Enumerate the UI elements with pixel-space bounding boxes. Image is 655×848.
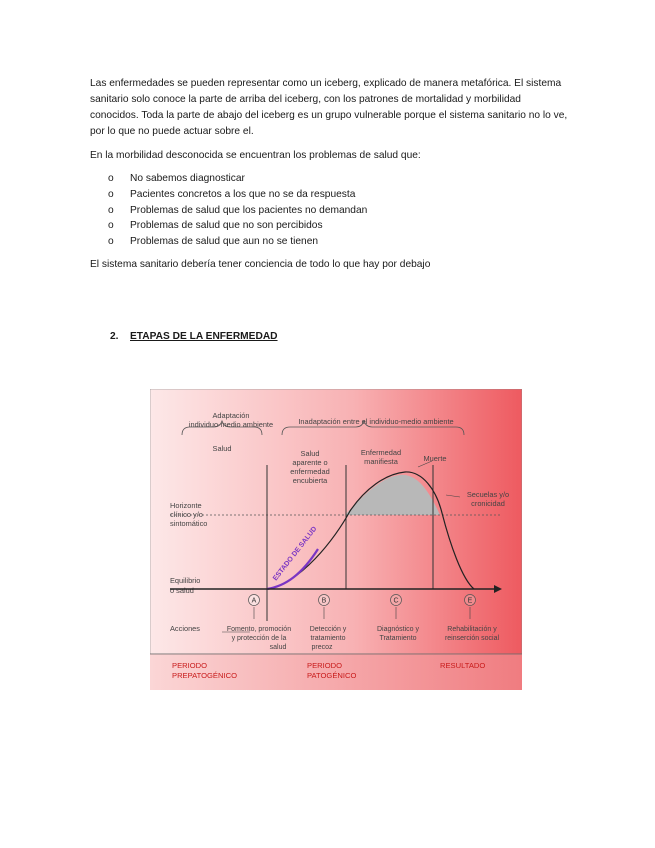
svg-text:C: C [393, 597, 399, 605]
svg-text:manifiesta: manifiesta [364, 457, 398, 466]
period-prepathogenic: PERIODO [172, 661, 208, 670]
section-heading [110, 331, 278, 342]
svg-text:o salud: o salud [170, 586, 194, 595]
sequelae-label: Secuelas y/o [466, 490, 510, 499]
svg-text:sintomático: sintomático [170, 519, 208, 528]
action-rehabilitation: Rehabilitación y [447, 626, 497, 633]
apparent-health-label: Salud [300, 449, 320, 458]
svg-text:reinserción social: reinserción social [444, 635, 500, 642]
action-promotion: Fomento, promoción [226, 626, 292, 633]
list-item: o Problemas de salud que aun no se tienen [108, 234, 367, 250]
health-state-label: ESTADO DE SALUD [272, 525, 319, 583]
adaptation-label-2: individuo-medio ambiente [188, 420, 274, 429]
morbidity-paragraph: En la morbilidad desconocida se encuentran los problemas de salud que: [90, 150, 421, 161]
list-item: o Problemas de salud que no son percibidos [108, 218, 367, 234]
svg-text:B: B [321, 597, 327, 605]
svg-text:encubierta: encubierta [292, 476, 328, 485]
action-diagnosis: Diagnóstico y [376, 626, 420, 633]
actions-label: Acciones [170, 624, 200, 633]
period-pathogenic: PERIODO [307, 661, 343, 670]
salud-label: Salud [212, 444, 232, 453]
bullet-marker: o [108, 236, 114, 248]
svg-text:PREPATOGÉNICO: PREPATOGÉNICO [172, 671, 237, 680]
list-item: o Pacientes concretos a los que no se da respuesta [108, 187, 367, 203]
bullet-marker: o [108, 188, 114, 200]
bullet-marker: o [108, 204, 114, 216]
list-item: o No sabemos diagnosticar [108, 171, 367, 187]
manifest-disease-label: Enfermedad [360, 448, 402, 457]
adaptation-label: Adaptación [212, 411, 250, 420]
svg-text:E: E [467, 597, 473, 605]
svg-text:PATOGÉNICO: PATOGÉNICO [307, 671, 357, 680]
list-item: o Problemas de salud que los pacientes no demandan [108, 203, 367, 219]
section-number: 2. [110, 331, 119, 342]
svg-text:A: A [251, 597, 257, 605]
death-label: Muerte [423, 454, 447, 463]
svg-text:enfermedad: enfermedad [290, 467, 330, 476]
svg-text:y protección de la: y protección de la [231, 635, 287, 642]
intro-paragraph: Las enfermedades se pueden representar como un iceberg, explicado de manera metafórica. El sistema sanitario solo conoce la parte de arriba del iceberg, con los patrones de mortalidad y morbilidad conocidos. Toda la parte de abajo del iceberg es un grupo vulnerable porque el sistema sanitario no lo ve, por lo que no puede actuar sobre el. [90, 78, 568, 137]
bullet-marker: o [108, 220, 114, 232]
period-result: RESULTADO [440, 661, 486, 670]
conclusion-paragraph: El sistema sanitario debería tener conciencia de todo lo que hay por debajo [90, 259, 431, 270]
section-title: ETAPAS DE LA ENFERMEDAD [130, 331, 278, 342]
equilibrium-label: Equilibrio [170, 576, 201, 585]
svg-text:Tratamiento: Tratamiento [379, 635, 417, 642]
svg-text:precoz: precoz [311, 644, 333, 651]
disease-stages-diagram [150, 389, 522, 690]
bullet-marker: o [108, 173, 114, 184]
svg-text:salud: salud [269, 644, 287, 651]
svg-text:clínico y/o: clínico y/o [170, 510, 203, 519]
inadaptation-label: Inadaptación entre el individuo-medio ambiente [298, 417, 454, 426]
svg-text:aparente o: aparente o [292, 458, 328, 467]
svg-text:tratamiento: tratamiento [310, 635, 346, 642]
action-early-detection: Detección y [309, 626, 347, 633]
svg-text:cronicidad: cronicidad [471, 499, 505, 508]
horizon-label: Horizonte [170, 501, 202, 510]
bullet-list [108, 171, 367, 250]
